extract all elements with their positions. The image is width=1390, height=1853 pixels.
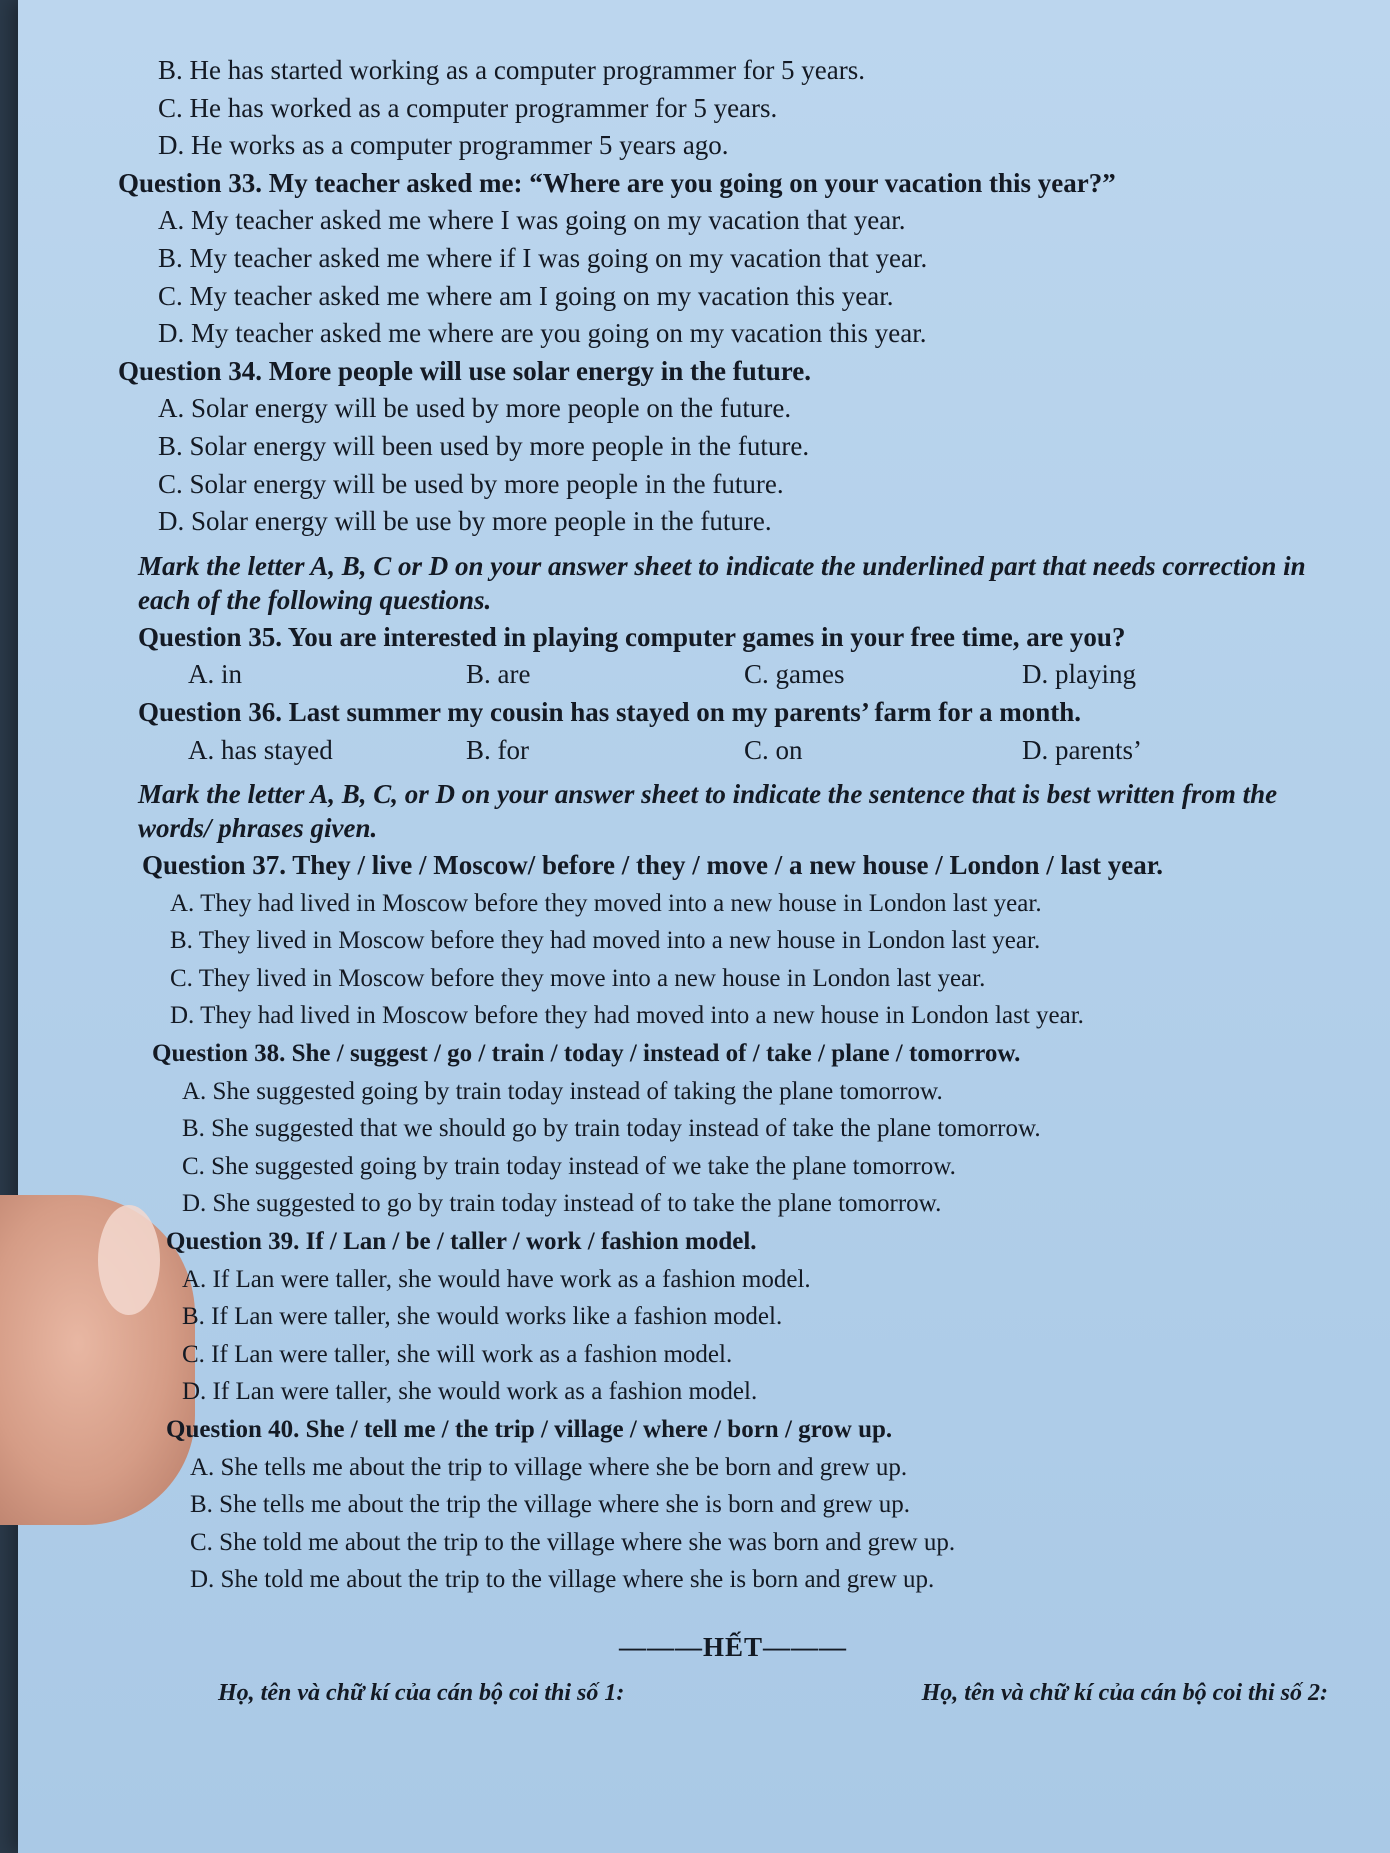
q36-option-d: D. parents’ (1022, 734, 1142, 765)
q37-option-d: D. They had lived in Moscow before they had moved into a new house in London last year. (170, 1002, 1084, 1030)
q35-option-a: A. in (188, 659, 242, 690)
q40-question: Question 40. She / tell me / the trip / village / where / born / grow up. (166, 1416, 893, 1443)
q34-question: Question 34. More people will use solar energy in the future. (118, 355, 811, 386)
q35-question: Question 35. You are interested in playing computer games in your free time, are you? (138, 621, 1126, 652)
q34-option-b: B. Solar energy will been used by more people in the future. (158, 430, 810, 461)
instruction-sentence-building: Mark the letter A, B, C, or D on your answer sheet to indicate the sentence that is best written from the words/ phrases given. (138, 779, 1278, 844)
q36-question: Question 36. Last summer my cousin has stayed on my parents’ farm for a month. (138, 696, 1082, 727)
q35-option-b: B. are (466, 659, 531, 690)
q39-question: Question 39. If / Lan / be / taller / work / fashion model. (166, 1228, 757, 1256)
q40-option-b: B. She tells me about the trip the village where she is born and grew up. (190, 1491, 910, 1519)
q38-option-c: C. She suggested going by train today instead of we take the plane tomorrow. (182, 1152, 956, 1180)
q40-option-c: C. She told me about the trip to the village where she was born and grew up. (190, 1528, 956, 1556)
q33-option-d: D. My teacher asked me where are you going on my vacation this year. (158, 318, 927, 349)
q37-option-b: B. They lived in Moscow before they had moved into a new house in London last year. (170, 927, 1041, 955)
signature-proctor-2: Họ, tên và chữ kí của cán bộ coi thi số 2: (921, 1679, 1328, 1706)
q32-option-b: B. He has started working as a computer programmer for 5 years. (158, 55, 866, 85)
q35-option-d: D. playing (1022, 659, 1136, 690)
end-marker-text: HẾT (702, 1631, 764, 1662)
q39-option-b: B. If Lan were taller, she would works like a fashion model. (182, 1303, 783, 1331)
q40-option-a: A. She tells me about the trip to village where she be born and grew up. (190, 1453, 908, 1481)
q36-option-a: A. has stayed (188, 734, 333, 765)
end-marker: ———HẾT——— (618, 1631, 848, 1662)
q34-option-a: A. Solar energy will be used by more people on the future. (158, 393, 792, 424)
q34-option-d: D. Solar energy will be use by more people in the future. (158, 506, 772, 537)
q40-option-d: D. She told me about the trip to the village where she is born and grew up. (190, 1566, 935, 1594)
q39-option-a: A. If Lan were taller, she would have work as a fashion model. (182, 1265, 811, 1293)
q35-option-c: C. games (744, 659, 845, 690)
instruction-correction: Mark the letter A, B, C or D on your answer sheet to indicate the underlined part that needs correction in each of the following questions. (138, 550, 1306, 615)
q33-option-c: C. My teacher asked me where am I going on my vacation this year. (158, 280, 894, 311)
q36-option-c: C. on (744, 734, 803, 765)
q37-option-a: A. They had lived in Moscow before they moved into a new house in London last year. (170, 889, 1042, 917)
q37-question: Question 37. They / live / Moscow/ before / they / move / a new house / London / last year. (142, 850, 1164, 881)
q33-question: Question 33. My teacher asked me: “Where are you going on your vacation this year?” (118, 167, 1116, 198)
q38-option-b: B. She suggested that we should go by train today instead of take the plane tomorrow. (182, 1115, 1041, 1143)
q34-option-c: C. Solar energy will be used by more people in the future. (158, 468, 784, 499)
q33-option-b: B. My teacher asked me where if I was going on my vacation that year. (158, 242, 928, 273)
q33-option-a: A. My teacher asked me where I was going on my vacation that year. (158, 205, 906, 236)
q37-option-c: C. They lived in Moscow before they move into a new house in London last year. (170, 964, 986, 992)
q36-option-b: B. for (466, 734, 529, 765)
signature-proctor-1: Họ, tên và chữ kí của cán bộ coi thi số 1: (218, 1679, 625, 1706)
q36-options (118, 732, 1348, 770)
q39-option-c: C. If Lan were taller, she will work as a fashion model. (182, 1340, 733, 1368)
exam-content (118, 52, 1348, 1712)
q35-options (118, 656, 1348, 694)
q32-option-c: C. He has worked as a computer programmer for 5 years. (158, 92, 778, 123)
q39-option-d: D. If Lan were taller, she would work as a fashion model. (182, 1378, 758, 1406)
q38-question: Question 38. She / suggest / go / train / today / instead of / take / plane / tomorrow. (152, 1040, 1021, 1068)
q38-option-a: A. She suggested going by train today instead of taking the plane tomorrow. (182, 1077, 943, 1105)
signature-row (118, 1667, 1348, 1713)
q32-option-d: D. He works as a computer programmer 5 years ago. (158, 130, 729, 161)
q38-option-d: D. She suggested to go by train today instead of to take the plane tomorrow. (182, 1190, 942, 1218)
